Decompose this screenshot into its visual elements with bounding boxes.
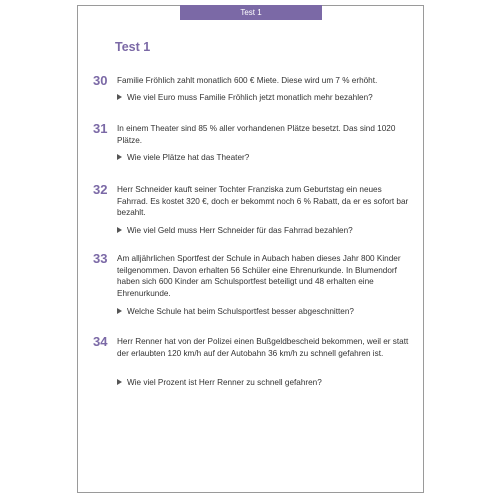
- triangle-bullet-icon: [117, 94, 122, 100]
- task-number: 32: [93, 182, 108, 197]
- task-text: Familie Fröhlich zahlt monatlich 600 € Miete. Diese wird um 7 % erhöht.: [117, 76, 378, 85]
- task-number: 33: [93, 251, 108, 266]
- triangle-bullet-icon: [117, 379, 122, 385]
- task-text: In einem Theater sind 85 % aller vorhandenen Plätze besetzt. Das sind 1020 Plätze.: [117, 124, 396, 145]
- task-question-row: [117, 225, 409, 236]
- task-question-row: [117, 306, 409, 317]
- worksheet-page: [77, 5, 424, 493]
- task-text: Herr Renner hat von der Polizei einen Bußgeldbescheid bekommen, weil er statt der erlaubten 120 km/h auf der Autobahn 36 km/h zu schnell gefahren ist.: [117, 337, 409, 358]
- task-number: 31: [93, 121, 108, 136]
- task-question: Wie viele Plätze hat das Theater?: [127, 153, 250, 162]
- task-question: Wie viel Euro muss Familie Fröhlich jetzt monatlich mehr bezahlen?: [127, 93, 373, 102]
- task-question-row: [117, 152, 409, 163]
- task-question: Wie viel Geld muss Herr Schneider für das Fahrrad bezahlen?: [127, 226, 353, 235]
- task-question-row: [117, 92, 409, 103]
- task-text: Am alljährlichen Sportfest der Schule in Aubach haben dieses Jahr 800 Kinder teilgenommen. Davon erhalten 56 Schüler eine Ehrenurkunde. In Blumendorf haben sich 600 Kinder am Schulsportfest beteiligt und 48 erhalten eine Ehrenurkunde.: [117, 254, 401, 298]
- triangle-bullet-icon: [117, 227, 122, 233]
- page-title: Test 1: [115, 40, 151, 54]
- task-number: 34: [93, 334, 108, 349]
- task-number: 30: [93, 73, 108, 88]
- task-question-row: [117, 377, 409, 388]
- task-text: Herr Schneider kauft seiner Tochter Franziska zum Geburtstag ein neues Fahrrad. Es kostet 320 €, doch er bekommt noch 6 % Rabatt, da er es sofort bar bezahlt.: [117, 185, 409, 217]
- header-tab: Test 1: [180, 5, 322, 20]
- task-question: Wie viel Prozent ist Herr Renner zu schnell gefahren?: [127, 378, 322, 387]
- triangle-bullet-icon: [117, 308, 122, 314]
- task-question: Welche Schule hat beim Schulsportfest besser abgeschnitten?: [127, 307, 354, 316]
- triangle-bullet-icon: [117, 154, 122, 160]
